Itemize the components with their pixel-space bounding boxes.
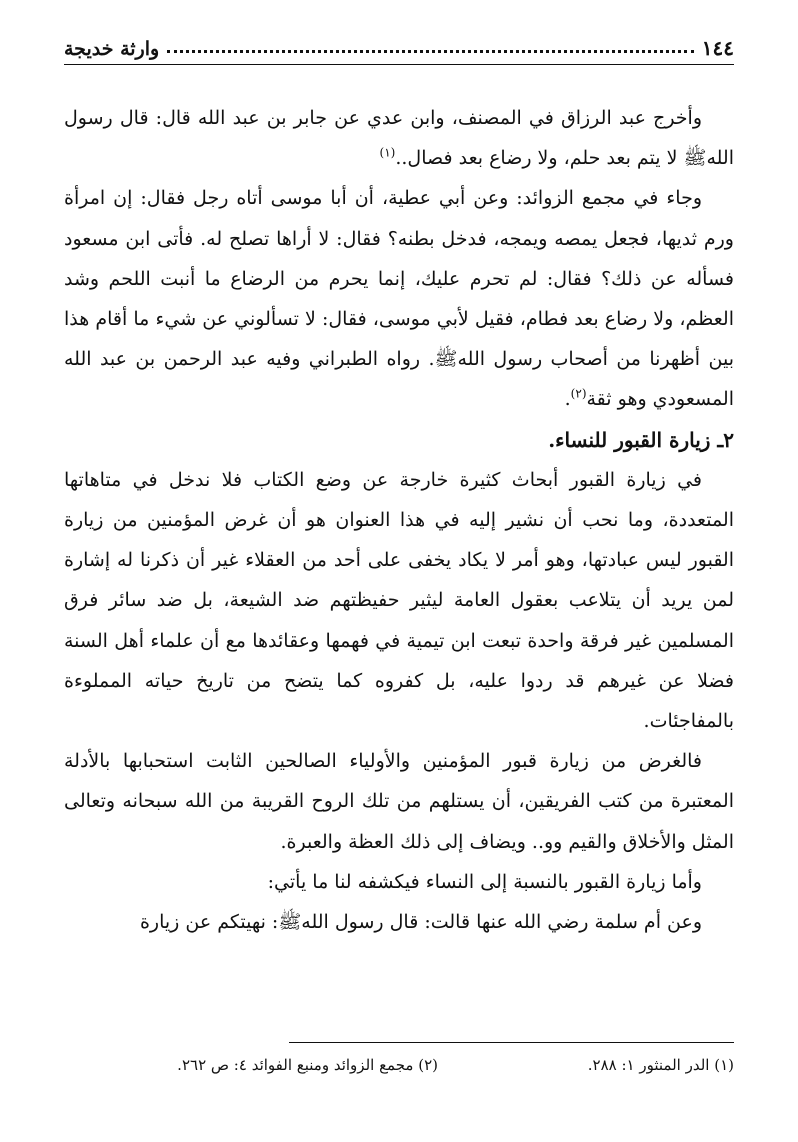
paragraph-3: في زيارة القبور أبحاث كثيرة خارجة عن وضع الكتاب فلا ندخل في متاهاتها المتعددة، وما نحب أن نشير إليه في هذا العنوان هو أن غرض المؤمنين من زيارة القبور ليس عبادتها، وهو أمر لا يكاد يخفى على أحد من العقلاء غير أن ذكرنا له إشارة لمن يريد أن يتلاعب بعقول العامة ليثير حفيظتهم ضد الشيعة، بل ضد سائر فرق المسلمين غير فرقة واحدة تبعت ابن تيمية في فهمها وعقائدها مع أن علماء أهل السنة فضلا عن غيرهم قد ردوا عليه، بل كفروه كما يتضح من تاريخ حياته المملوءة بالمفاجئات. [64, 468, 734, 733]
footnote-row [64, 1052, 734, 1078]
paragraph-4: فالغرض من زيارة قبور المؤمنين والأولياء الصالحين الثابت استحبابها بالأدلة المعتبرة من كتب الفريقين، أن يستلهم من تلك الروح القريبة من الله سبحانه وتعالى المثل والأخلاق والقيم وو.. ويضاف إلى ذلك العظة والعبرة. [64, 750, 734, 853]
header-dot-leader [167, 49, 694, 53]
section-heading: ٢ـ زيارة القبور للنساء. [548, 427, 734, 452]
body-text [64, 98, 734, 942]
paragraph-2-end: . [564, 388, 571, 411]
page-number: ١٤٤ [701, 36, 734, 60]
footnote-1: (١) الدر المنثور ١: ٢٨٨. [587, 1056, 734, 1074]
paragraph-1 [64, 98, 734, 178]
footnote-ref-2: (٢) [570, 387, 587, 402]
footnote-ref-1: (١) [379, 145, 396, 160]
paragraph-6: وعن أم سلمة رضي الله عنها قالت: قال رسول اللهﷺ: نهيتكم عن زيارة [139, 911, 702, 934]
footnote-2: (٢) مجمع الزوائد ومنبع الفوائد ٤: ص ٢٦٢. [177, 1056, 438, 1074]
footnote-separator [289, 1042, 734, 1043]
paragraph-1-text: وأخرج عبد الرزاق في المصنف، وابن عدي عن جابر بن عبد الله قال: قال رسول اللهﷺ لا يتم بعد حلم، ولا رضاع بعد فصال.. [64, 107, 734, 170]
paragraph-5: وأما زيارة القبور بالنسبة إلى النساء فيكشفه لنا ما يأتي: [267, 870, 702, 893]
footnotes [64, 1042, 734, 1078]
page-header [64, 28, 734, 65]
paragraph-2-text: وجاء في مجمع الزوائد: وعن أبي عطية، أن أبا موسى أتاه رجل فقال: إن امرأة ورم ثديها، فجعل يمصه ويمجه، فدخل بطنه؟ فقال: لا أراها تصلح له. فأتى ابن مسعود فسأله عن ذلك؟ فقال: لم تحرم عليك، إنما يحرم من الرضاع ما أنبت اللحم وشد العظم، ولا رضاع بعد فطام، فقيل لأبي موسى، فقال: لا تسألوني عن شيء ما أقام هذا بين أظهرنا من أصحاب رسول اللهﷺ. رواه الطبراني وفيه عبد الرحمن بن عبد الله المسعودي وهو ثقة [64, 187, 734, 411]
running-title: وارثة خديجة [64, 38, 160, 60]
paragraph-2 [64, 178, 734, 419]
